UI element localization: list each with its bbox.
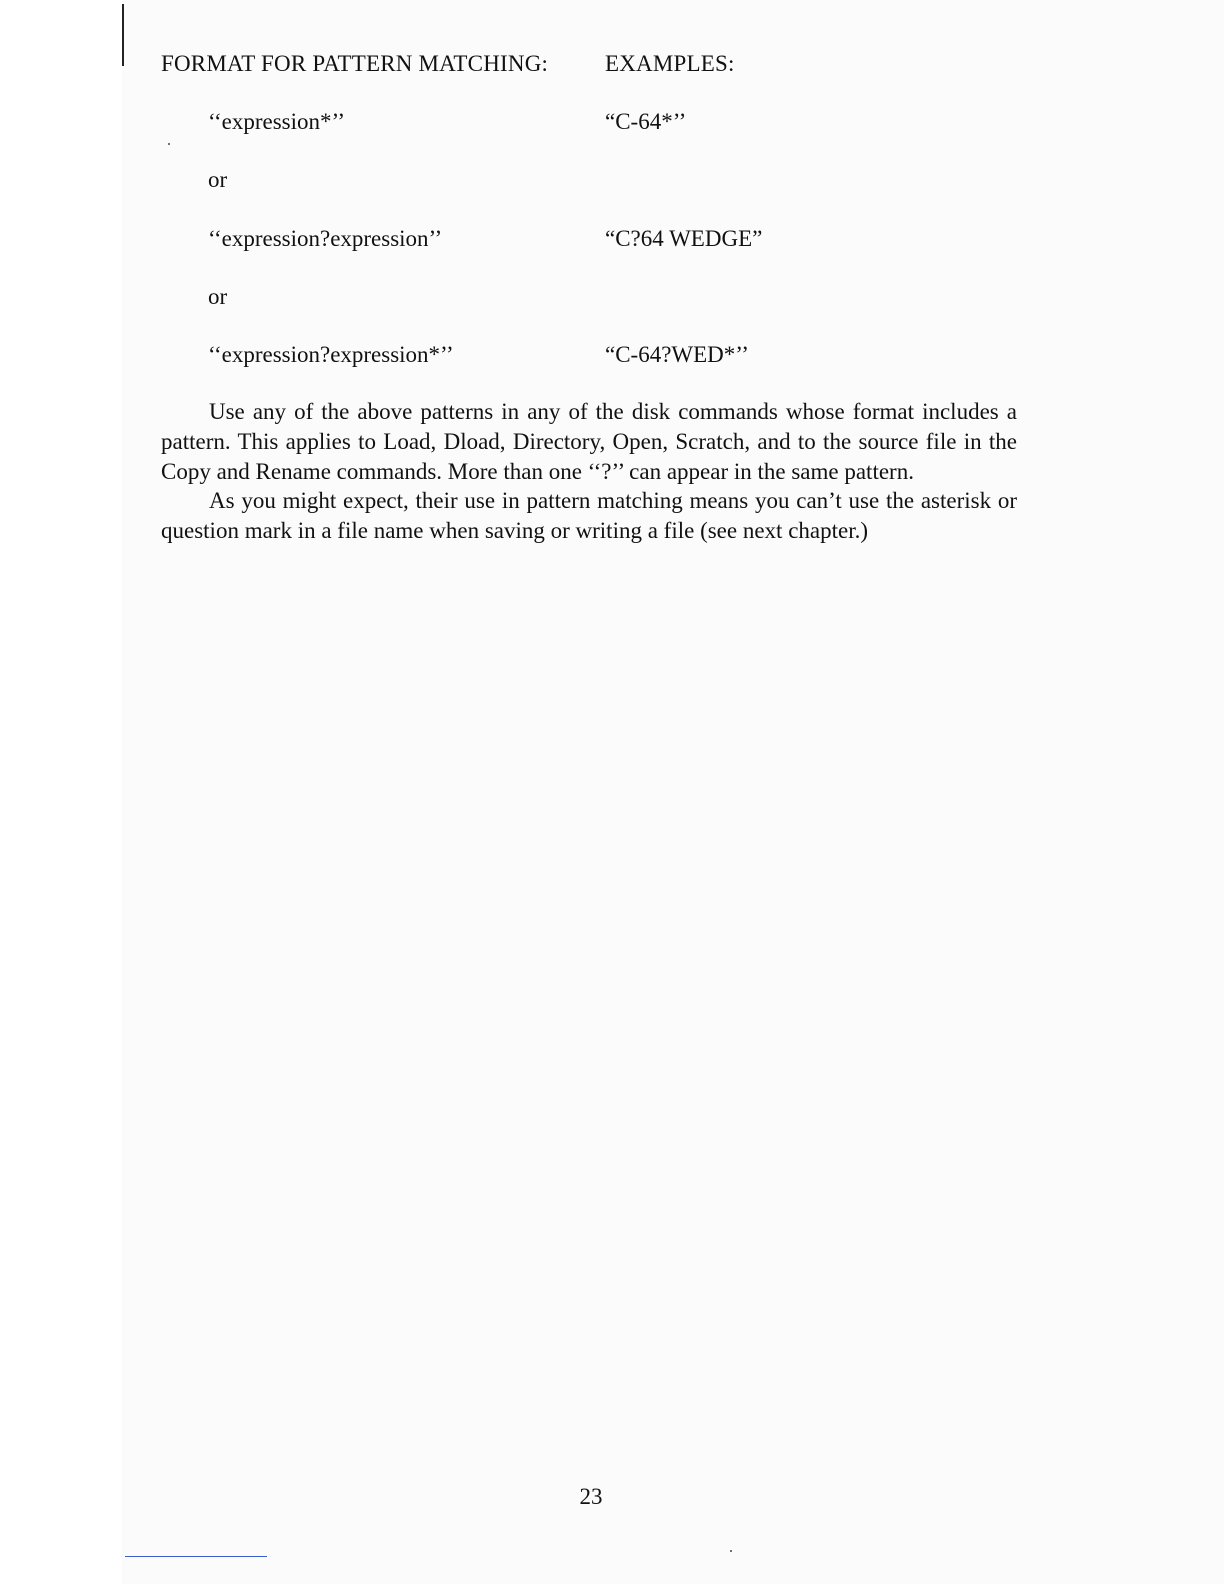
scan-speck bbox=[168, 143, 170, 145]
margin-rule-line bbox=[122, 4, 124, 66]
paragraph-restriction: As you might expect, their use in pattern matching means you can’t use the asterisk or question mark in a file name when saving or writing a file (see next chapter.) bbox=[161, 488, 1017, 543]
pattern-format-1: ‘‘expression*’’ bbox=[208, 109, 346, 134]
or-separator-1: or bbox=[208, 167, 228, 192]
pattern-format-2: ‘‘expression?expression’’ bbox=[208, 226, 443, 251]
pattern-example-1: “C-64*’’ bbox=[605, 109, 687, 134]
pattern-example-2: “C?64 WEDGE” bbox=[605, 226, 763, 251]
examples-heading: EXAMPLES: bbox=[605, 51, 735, 76]
or-separator-2: or bbox=[208, 284, 228, 309]
format-heading: FORMAT FOR PATTERN MATCHING: bbox=[161, 51, 549, 76]
paragraph-usage: Use any of the above patterns in any of the disk commands whose format includes a pattern. This applies to Load, Dload, Directory, Open, Scratch, and to the source file in the Copy and Rename commands. More than one ‘‘?’’ can appear in the same pattern. bbox=[161, 399, 1017, 484]
scan-left-margin bbox=[0, 0, 122, 1584]
scan-speck bbox=[730, 1550, 732, 1552]
page-number: 23 bbox=[579, 1484, 603, 1509]
bottom-rule-line bbox=[125, 1556, 267, 1557]
pattern-format-3: ‘‘expression?expression*’’ bbox=[208, 342, 454, 367]
pattern-example-3: “C-64?WED*’’ bbox=[605, 342, 749, 367]
